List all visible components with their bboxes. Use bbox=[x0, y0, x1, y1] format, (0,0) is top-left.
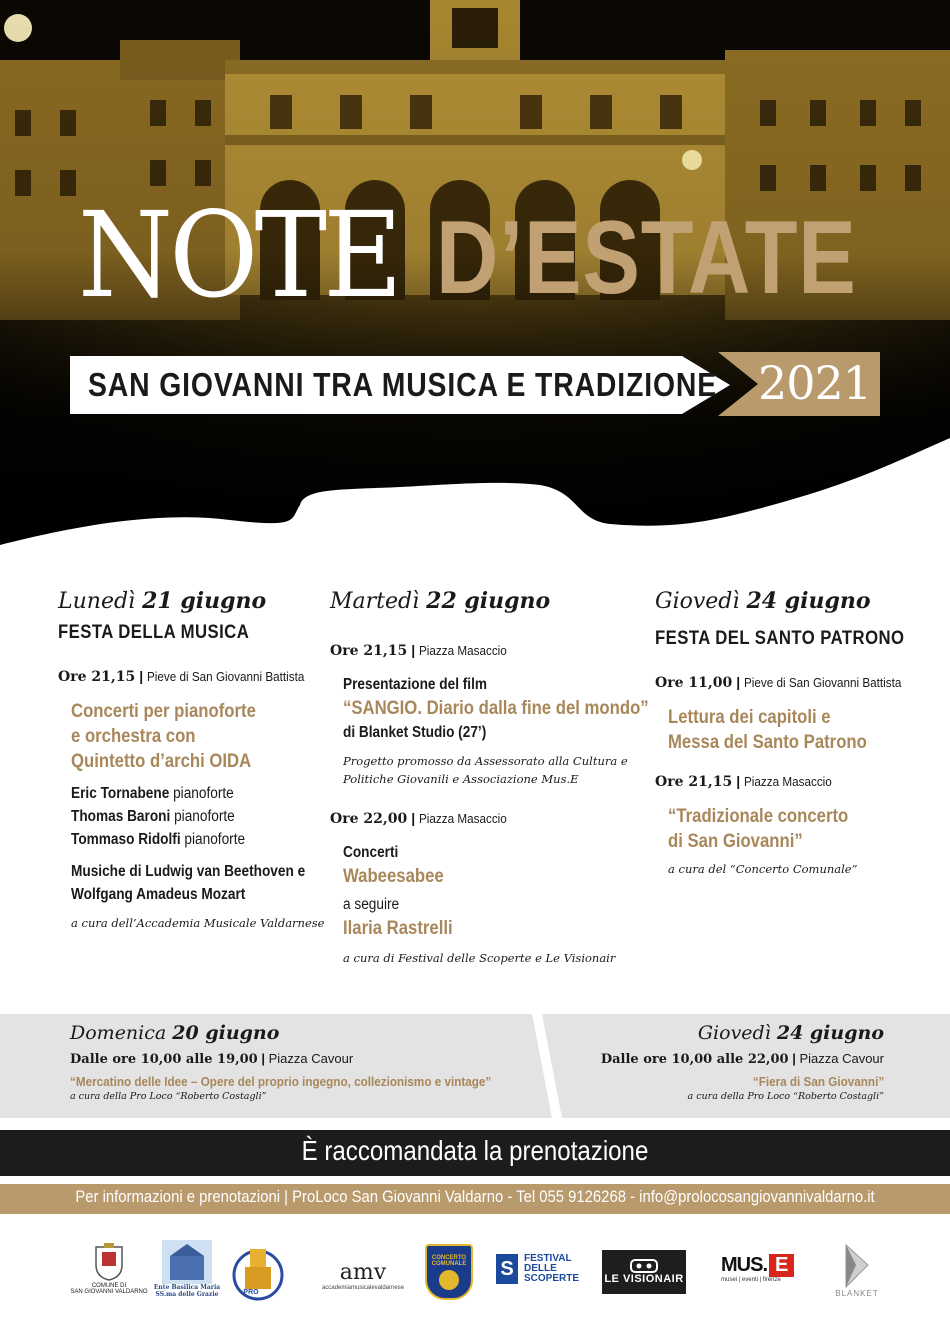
festa-title: FESTA DEL SANTO PATRONO bbox=[655, 628, 905, 649]
concerto-comunale-logo bbox=[425, 1244, 473, 1300]
place-label: Piazza Masaccio bbox=[744, 774, 832, 789]
column-tuesday bbox=[330, 588, 649, 967]
comune-logo bbox=[68, 1234, 150, 1304]
performer-role: pianoforte bbox=[184, 831, 246, 848]
year: 2021 bbox=[758, 356, 872, 410]
festival-text: FESTIVAL bbox=[524, 1253, 572, 1264]
basilica-name-line: Ente Basilica Maria bbox=[153, 1284, 221, 1291]
event-title-line: Lettura dei capitoli e bbox=[668, 707, 831, 728]
time-label: Ore 11,00 bbox=[655, 675, 733, 691]
time-label: Ore 21,15 bbox=[655, 774, 733, 790]
performer-name: Eric Tornabene bbox=[71, 785, 170, 802]
performer-name: Tommaso Ridolfi bbox=[71, 831, 181, 848]
festival-s-icon: S bbox=[496, 1254, 518, 1284]
day-heading bbox=[70, 1022, 538, 1044]
event-time: Ore 21,15 | Piazza Masaccio bbox=[655, 773, 832, 790]
muse-wordmark: MUS. bbox=[721, 1254, 767, 1276]
day-date: 22 giugno bbox=[426, 588, 551, 614]
amv-wordmark: amv bbox=[339, 1259, 387, 1285]
performer bbox=[71, 782, 288, 805]
day-name: Domenica bbox=[70, 1022, 167, 1044]
amv-subtitle: accademiamusicalevaldarnese bbox=[321, 1284, 405, 1291]
day-heading bbox=[58, 588, 318, 614]
blanket-logo bbox=[822, 1236, 892, 1304]
event-title-line: di San Giovanni” bbox=[668, 831, 803, 852]
event-time: Dalle ore 10,00 alle 22,00 | Piazza Cavour bbox=[600, 1051, 884, 1067]
column-monday bbox=[58, 588, 325, 932]
day-date: 20 giugno bbox=[172, 1022, 280, 1044]
event-time: Ore 22,00 | Piazza Masaccio bbox=[330, 810, 507, 827]
day-date: 21 giugno bbox=[142, 588, 267, 614]
performer bbox=[71, 805, 288, 828]
performer-role: pianoforte bbox=[173, 785, 234, 802]
column-thursday bbox=[655, 588, 935, 878]
place-label: Piazza Cavour bbox=[799, 1051, 884, 1066]
film-title: “SANGIO. Diario dalla fine del mondo” bbox=[343, 698, 649, 719]
event-title: “Mercatino delle Idee – Opere del proprio ingegno, collezionismo e vintage” bbox=[70, 1074, 492, 1089]
performer-role: pianoforte bbox=[174, 808, 235, 825]
project-line: Progetto promosso da Assessorato alla Cultura e bbox=[343, 754, 628, 768]
concerti-label: Concerti bbox=[343, 844, 399, 861]
time-label: Ore 21,15 bbox=[330, 643, 408, 659]
event-time: Ore 21,15 | Piazza Masaccio bbox=[330, 642, 507, 659]
music-line: Wolfgang Amadeus Mozart bbox=[71, 886, 246, 903]
performer bbox=[71, 828, 288, 851]
muse-subtitle: musei | eventi | firenze bbox=[721, 1277, 781, 1283]
booking-text: È raccomandata la prenotazione bbox=[301, 1135, 649, 1166]
blanket-icon bbox=[842, 1243, 872, 1289]
comune-name-line: COMUNE DI bbox=[91, 1283, 127, 1289]
event-title-line: Messa del Santo Patrono bbox=[668, 732, 867, 753]
amv-logo bbox=[318, 1252, 408, 1298]
visionair-text: LE VISIONAIR bbox=[604, 1273, 684, 1285]
festa-title: FESTA DELLA MUSICA bbox=[58, 622, 250, 643]
proloco-text: PRO bbox=[243, 1288, 259, 1296]
project-line: Politiche Giovanili e Associazione Mus.E bbox=[343, 772, 579, 786]
basilica-logo bbox=[155, 1232, 219, 1306]
artist: Ilaria Rastrelli bbox=[343, 918, 453, 939]
time-label: Ore 21,15 bbox=[58, 669, 136, 685]
place-label: Piazza Cavour bbox=[268, 1051, 354, 1066]
time-label: Ore 22,00 bbox=[330, 811, 408, 827]
place-label: Piazza Masaccio bbox=[419, 643, 507, 658]
day-heading bbox=[655, 588, 935, 614]
day-date: 24 giugno bbox=[746, 588, 871, 614]
proloco-logo bbox=[230, 1234, 286, 1304]
event-title-line: Quintetto d’archi OIDA bbox=[71, 751, 252, 772]
film-by: di Blanket Studio (27’) bbox=[343, 724, 487, 741]
event-time: Ore 11,00 | Pieve di San Giovanni Battista bbox=[655, 674, 902, 691]
time-label: Dalle ore 10,00 alle 19,00 bbox=[70, 1052, 258, 1067]
event-time: Ore 21,15 | Pieve di San Giovanni Battista bbox=[58, 668, 305, 685]
concerto-emblem-icon bbox=[439, 1270, 459, 1290]
credit: a cura dell’Accademia Musicale Valdarnese bbox=[71, 916, 325, 930]
basilica-name-line: SS.ma delle Grazie bbox=[155, 1291, 219, 1298]
music-line: Musiche di Ludwig van Beethoven e bbox=[71, 863, 306, 880]
basilica-icon bbox=[162, 1240, 212, 1284]
day-name: Martedì bbox=[330, 589, 420, 614]
title-note: NOTE bbox=[78, 186, 399, 324]
event-time: Dalle ore 10,00 alle 19,00 | Piazza Cavour bbox=[70, 1051, 354, 1067]
event-title-line: “Tradizionale concerto bbox=[668, 806, 849, 827]
day-name: Giovedì bbox=[697, 1022, 771, 1044]
comune-crest-icon bbox=[94, 1243, 124, 1281]
place-label: Pieve di San Giovanni Battista bbox=[744, 675, 902, 690]
film-intro: Presentazione del film bbox=[343, 676, 488, 693]
muse-e-badge: E bbox=[769, 1254, 794, 1277]
day-name: Lunedì bbox=[58, 589, 136, 614]
day-name: Giovedì bbox=[655, 589, 740, 614]
day-heading bbox=[601, 1022, 884, 1044]
comune-name-line: SAN GIOVANNI VALDARNO bbox=[70, 1289, 148, 1295]
time-label: Dalle ore 10,00 alle 22,00 bbox=[600, 1052, 789, 1067]
event-thursday-fair bbox=[601, 1022, 884, 1102]
credit: a cura del “Concerto Comunale” bbox=[668, 862, 858, 876]
festival-text: SCOPERTE bbox=[524, 1273, 580, 1284]
a-seguire: a seguire bbox=[343, 896, 400, 913]
concerto-text: COMUNALE bbox=[431, 1260, 467, 1267]
place-label: Pieve di San Giovanni Battista bbox=[147, 669, 305, 684]
subtitle: SAN GIOVANNI TRA MUSICA E TRADIZIONE bbox=[88, 366, 718, 403]
le-visionair-logo bbox=[602, 1250, 686, 1294]
event-title-line: e orchestra con bbox=[71, 726, 196, 747]
title-estate: D’ESTATE bbox=[436, 200, 857, 316]
info-text: Per informazioni e prenotazioni | ProLoco San Giovanni Valdarno - Tel 055 9126268 - info@prolocosangiovannivaldarno.it bbox=[75, 1188, 875, 1206]
credit: a cura di Festival delle Scoperte e Le Visionair bbox=[343, 951, 616, 965]
credit: a cura della Pro Loco “Roberto Costagli” bbox=[70, 1091, 267, 1102]
concerto-text: CONCERTO bbox=[431, 1254, 467, 1261]
event-title: “Fiera di San Giovanni” bbox=[752, 1074, 884, 1089]
place-label: Piazza Masaccio bbox=[419, 811, 507, 826]
festival-scoperte-logo bbox=[496, 1254, 579, 1284]
muse-logo bbox=[721, 1254, 794, 1283]
vr-headset-icon bbox=[630, 1259, 658, 1273]
day-date: 24 giugno bbox=[776, 1022, 884, 1044]
event-title-line: Concerti per pianoforte bbox=[71, 701, 256, 722]
performer-name: Thomas Baroni bbox=[71, 808, 171, 825]
event-sunday bbox=[70, 1022, 538, 1102]
day-heading bbox=[330, 588, 630, 614]
artist: Wabeesabee bbox=[343, 866, 444, 887]
festival-text: DELLE bbox=[524, 1263, 557, 1274]
credit: a cura della Pro Loco “Roberto Costagli” bbox=[687, 1091, 884, 1102]
blanket-text: BLANKET bbox=[835, 1288, 879, 1298]
